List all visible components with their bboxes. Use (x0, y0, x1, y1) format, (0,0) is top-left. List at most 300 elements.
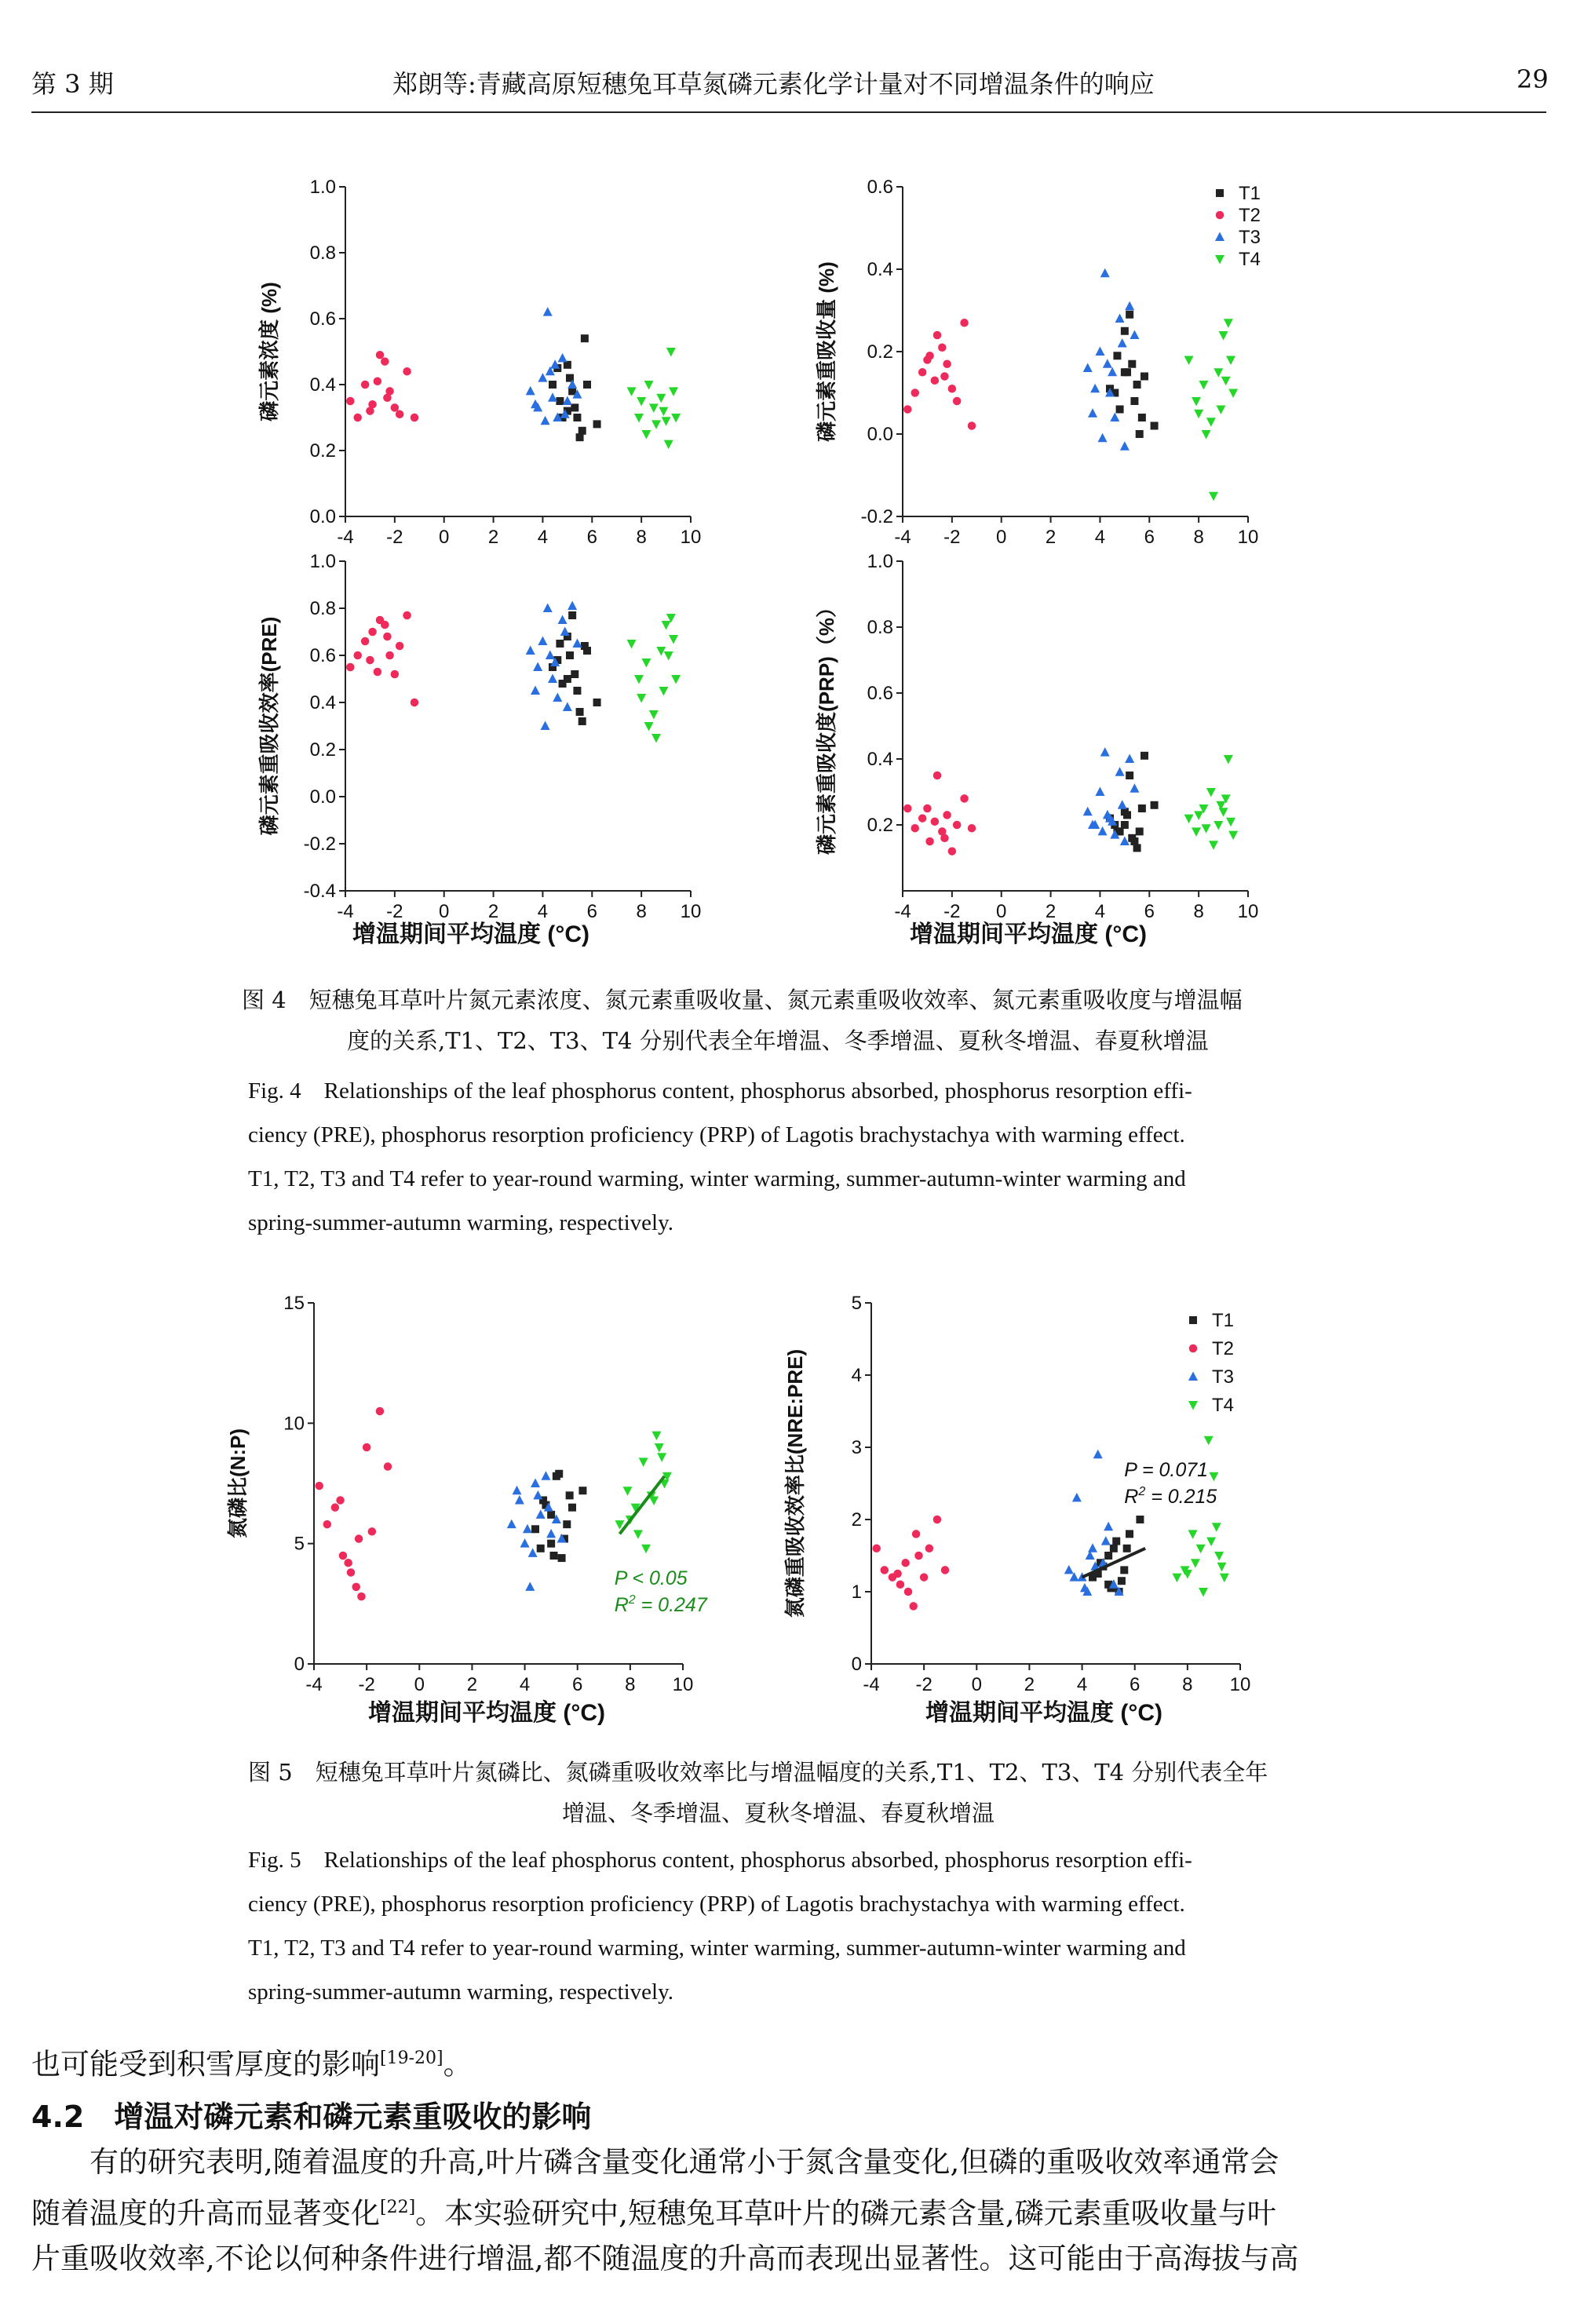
y-axis-label: 磷元素重吸收效率(PRE) (257, 616, 281, 836)
fig4-xlabel-right: 增温期间平均温度 (°C) (910, 921, 1147, 947)
point-t4 (1219, 808, 1228, 817)
point-t1 (1126, 772, 1133, 779)
point-t3 (1101, 1536, 1111, 1545)
y-tick-label: 1.0 (867, 551, 893, 572)
point-t1 (1110, 1545, 1118, 1552)
point-t1 (1151, 801, 1159, 809)
point-t3 (541, 721, 550, 731)
x-tick-label: -2 (943, 527, 961, 548)
x-tick-label: 2 (487, 527, 499, 548)
point-t1 (1126, 311, 1133, 319)
point-t2 (904, 1588, 913, 1596)
point-t2 (933, 1516, 942, 1524)
point-t3 (1118, 338, 1127, 348)
point-t2 (925, 837, 934, 846)
point-t4 (1215, 255, 1224, 265)
point-t2 (943, 360, 951, 369)
point-t2 (374, 378, 382, 386)
legend-label-t1: T1 (1212, 1310, 1235, 1331)
point-t4 (664, 651, 673, 661)
point-t2 (368, 628, 377, 637)
point-t2 (1189, 1344, 1198, 1353)
point-t2 (960, 794, 969, 803)
point-t3 (1083, 363, 1093, 373)
point-t3 (513, 1486, 522, 1495)
point-t1 (1136, 827, 1144, 835)
x-tick-label: -2 (358, 1674, 375, 1695)
x-tick-label: 0 (439, 527, 450, 548)
point-t3 (531, 686, 540, 695)
x-tick-label: -4 (337, 901, 354, 922)
fig5-xlabel-left: 增温期间平均温度 (°C) (368, 1700, 605, 1726)
point-t1 (581, 642, 589, 650)
point-t4 (1202, 824, 1211, 834)
point-t3 (531, 1479, 540, 1488)
point-t1 (576, 708, 584, 716)
y-tick-label: 3 (851, 1437, 862, 1458)
point-t2 (361, 637, 370, 646)
issue-number: 第 3 期 (31, 69, 114, 99)
point-t4 (637, 694, 646, 703)
x-tick-label: 6 (586, 527, 597, 548)
x-tick-label: 8 (636, 527, 647, 548)
point-t2 (344, 1559, 352, 1567)
y-tick-label: 0.2 (867, 815, 893, 836)
point-t4 (1209, 1472, 1218, 1482)
y-tick-label: 0.2 (309, 739, 336, 761)
point-t4 (1194, 410, 1203, 419)
point-t4 (656, 647, 666, 656)
x-tick-label: 10 (672, 1674, 694, 1695)
point-t1 (568, 1504, 576, 1512)
chart-fig4b (815, 177, 1258, 548)
point-t3 (1100, 268, 1110, 278)
point-t1 (573, 414, 581, 421)
point-t4 (633, 1530, 643, 1539)
y-tick-label: -0.2 (303, 834, 336, 855)
point-t2 (912, 1530, 921, 1538)
figure-5 (226, 1271, 1397, 1742)
y-tick-label: 0.8 (309, 243, 336, 264)
point-t4 (1184, 815, 1194, 824)
point-t4 (627, 640, 637, 649)
body-p-line-3: 片重吸收效率,不论以何种条件进行增温,都不随温度的升高而表现出显著性。这可能由于高海拔与高 (31, 2242, 1299, 2276)
point-t1 (1112, 1538, 1120, 1545)
point-t3 (541, 1471, 550, 1480)
legend-label-t3: T3 (1239, 227, 1261, 248)
point-t3 (1110, 413, 1119, 422)
point-t4 (1192, 397, 1201, 407)
point-t4 (1192, 827, 1201, 837)
x-tick-label: 2 (1024, 1674, 1035, 1695)
point-t3 (1120, 837, 1130, 846)
point-t2 (323, 1520, 332, 1529)
y-tick-label: 10 (283, 1413, 305, 1435)
point-t4 (1224, 319, 1233, 328)
point-t2 (968, 824, 976, 833)
y-tick-label: 0.4 (309, 374, 336, 396)
point-t2 (403, 611, 411, 620)
point-t1 (563, 1520, 571, 1528)
x-tick-label: 10 (1237, 527, 1259, 548)
point-t4 (1209, 492, 1218, 502)
point-t1 (556, 397, 564, 405)
point-t2 (368, 1527, 377, 1536)
figure-4 (235, 157, 1397, 958)
point-t2 (391, 670, 400, 679)
point-t3 (558, 353, 568, 363)
point-t3 (507, 1520, 516, 1529)
point-t4 (1206, 788, 1216, 797)
point-t1 (593, 699, 601, 706)
point-t3 (1072, 1493, 1082, 1502)
point-t1 (537, 1545, 545, 1552)
y-tick-label: 5 (851, 1293, 862, 1314)
x-tick-label: 6 (1144, 527, 1155, 548)
fig4-xlabel-left: 增温期间平均温度 (°C) (352, 921, 589, 947)
point-t1 (571, 670, 578, 678)
x-tick-label: 10 (1229, 1674, 1251, 1695)
legend-label-t1: T1 (1239, 183, 1261, 204)
point-t1 (578, 717, 586, 725)
point-t1 (1123, 811, 1131, 819)
point-t4 (669, 387, 678, 396)
point-t2 (923, 804, 932, 813)
point-t3 (1083, 807, 1093, 816)
x-tick-label: 4 (1076, 1674, 1088, 1695)
y-axis-label: 磷元素重吸收量 (%) (815, 261, 838, 442)
point-t2 (339, 1552, 348, 1560)
x-tick-label: 10 (680, 901, 702, 922)
point-t2 (911, 824, 919, 833)
point-t4 (1214, 1552, 1224, 1561)
body-p-line-1: 有的研究表明,随着温度的升高,叶片磷含量变化通常小于氮含量变化,但磷的重吸收效率通常会 (31, 2145, 1279, 2179)
point-t3 (531, 399, 540, 409)
point-t1 (559, 680, 567, 688)
y-tick-label: 0 (851, 1654, 862, 1675)
stat-annotation: P < 0.05 (614, 1567, 688, 1589)
point-t2 (385, 651, 394, 660)
point-t4 (627, 387, 637, 396)
fig5-caption-en-3: T1, T2, T3 and T4 refer to year-round warming, winter warming, summer-autumn-winter warming and (248, 1935, 1186, 1961)
point-t2 (346, 397, 355, 406)
x-tick-label: 2 (1045, 527, 1057, 548)
point-t4 (644, 722, 654, 731)
point-t4 (639, 1458, 648, 1467)
point-t1 (549, 381, 557, 389)
point-t4 (1183, 1570, 1192, 1579)
point-t3 (546, 651, 555, 660)
point-t2 (383, 633, 392, 641)
point-t1 (531, 1525, 539, 1533)
x-tick-label: 10 (1237, 901, 1259, 922)
y-tick-label: 0.6 (309, 308, 336, 330)
y-tick-label: 5 (294, 1533, 305, 1555)
point-t2 (336, 1496, 345, 1505)
point-t1 (1128, 834, 1136, 842)
point-t2 (352, 1583, 360, 1592)
point-t2 (403, 367, 411, 376)
point-t4 (1214, 368, 1223, 378)
legend-fig4 (1215, 183, 1261, 270)
y-tick-label: 0.4 (309, 692, 336, 713)
x-tick-label: 10 (680, 527, 702, 548)
point-t3 (526, 386, 535, 396)
point-t4 (1217, 1563, 1227, 1572)
point-t2 (374, 668, 382, 677)
point-t2 (948, 385, 957, 393)
point-t4 (644, 381, 654, 390)
point-t2 (941, 1566, 950, 1574)
x-tick-label: 0 (971, 1674, 982, 1695)
point-t4 (1206, 1538, 1216, 1547)
point-t2 (411, 414, 419, 422)
point-t2 (411, 699, 419, 707)
point-t4 (623, 1487, 633, 1496)
running-title: 郑朗等:青藏高原短穗兔耳草氮磷元素化学计量对不同增温条件的响应 (392, 69, 1155, 99)
point-t3 (1064, 1565, 1074, 1574)
point-t3 (538, 637, 547, 646)
point-t2 (346, 663, 355, 672)
point-t2 (896, 1581, 905, 1589)
legend-label-t2: T2 (1212, 1338, 1235, 1359)
fig5-caption-en-4: spring-summer-autumn warming, respectively. (248, 1979, 673, 2005)
point-t3 (515, 1495, 524, 1505)
point-t1 (547, 1540, 555, 1548)
point-t2 (953, 397, 962, 406)
point-t4 (671, 675, 681, 684)
body-p-line-2-text: 随着温度的升高而显著变化 (31, 2196, 380, 2231)
y-tick-label: 2 (851, 1509, 862, 1530)
point-t2 (933, 331, 942, 340)
x-tick-label: 8 (636, 901, 647, 922)
point-t2 (872, 1545, 881, 1553)
point-t4 (655, 1443, 664, 1453)
point-t3 (1108, 367, 1117, 377)
y-tick-label: 0 (294, 1654, 305, 1675)
point-t3 (525, 1582, 535, 1591)
point-t2 (391, 403, 400, 412)
x-tick-label: 4 (1094, 527, 1106, 548)
fig5-xlabel-right: 增温期间平均温度 (°C) (925, 1700, 1162, 1726)
point-t2 (366, 407, 374, 415)
point-t2 (903, 804, 912, 813)
x-tick-label: -4 (863, 1674, 880, 1695)
point-t2 (881, 1566, 889, 1574)
point-t4 (657, 1453, 666, 1462)
x-tick-label: 2 (487, 901, 499, 922)
point-t2 (361, 381, 370, 389)
point-t3 (523, 1524, 532, 1534)
body-paragraph (31, 2140, 1554, 2282)
point-t4 (671, 414, 681, 423)
x-tick-label: 6 (572, 1674, 583, 1695)
y-tick-label: 0.4 (867, 749, 893, 770)
point-t2 (366, 656, 374, 665)
x-tick-label: 4 (519, 1674, 531, 1695)
point-t2 (960, 319, 969, 327)
y-tick-label: 0.4 (867, 259, 893, 280)
body-p-line-2-end: 。本实验研究中,短穗兔耳草叶片的磷元素含量,磷元素重吸收量与叶 (415, 2196, 1276, 2231)
point-t3 (553, 693, 562, 702)
point-t2 (901, 1559, 910, 1567)
fig4-caption-zh-1: 图 4 短穗兔耳草叶片氮元素浓度、氮元素重吸收量、氮元素重吸收效率、氮元素重吸收度与增温幅 (242, 987, 1243, 1013)
fig5-caption-zh (248, 1752, 1386, 1833)
fig4-caption-zh-2: 度的关系,T1、T2、T3、T4 分别代表全年增温、冬季增温、夏秋冬增温、春夏秋增温 (347, 1027, 1209, 1054)
point-t4 (1188, 1530, 1198, 1539)
point-t1 (1151, 422, 1159, 430)
point-t4 (1199, 381, 1208, 390)
point-t1 (1130, 397, 1138, 405)
point-t1 (1123, 1545, 1131, 1552)
point-t1 (1118, 1577, 1126, 1585)
point-t2 (353, 414, 362, 422)
point-t4 (1202, 430, 1211, 440)
point-t3 (1093, 1450, 1103, 1459)
y-tick-label: 1 (851, 1582, 862, 1603)
point-t2 (347, 1568, 356, 1577)
point-t4 (634, 675, 644, 684)
point-t1 (558, 1554, 566, 1562)
point-t4 (649, 710, 659, 720)
point-t4 (641, 430, 651, 440)
point-t4 (1226, 356, 1235, 366)
point-t3 (1104, 1522, 1113, 1531)
x-tick-label: -4 (894, 901, 911, 922)
point-t3 (560, 627, 570, 637)
y-axis-label: 氮磷重吸收效率比(NRE:PRE) (783, 1348, 807, 1618)
point-t4 (1226, 818, 1235, 827)
body-line-1-text: 也可能受到积雪厚度的影响 (31, 2047, 380, 2081)
point-t1 (581, 334, 589, 342)
point-t4 (1220, 1574, 1229, 1583)
point-t2 (376, 1407, 385, 1416)
point-t1 (578, 1487, 586, 1494)
point-t3 (572, 639, 582, 648)
point-t2 (903, 405, 912, 414)
x-tick-label: 8 (1193, 901, 1204, 922)
point-t3 (543, 604, 553, 613)
point-t4 (1172, 1574, 1181, 1583)
x-tick-label: 2 (1045, 901, 1057, 922)
point-t3 (541, 416, 550, 425)
point-t1 (547, 1511, 555, 1519)
point-t2 (355, 1534, 363, 1543)
point-t4 (1214, 821, 1223, 830)
point-t3 (1103, 359, 1112, 368)
fig5-caption-en-2: ciency (PRE), phosphorus resorption proficiency (PRP) of Lagotis brachystachya with warming effect. (248, 1892, 1185, 1917)
x-tick-label: -4 (305, 1674, 323, 1695)
point-t3 (546, 1529, 556, 1538)
point-t3 (563, 396, 572, 406)
x-tick-label: 2 (466, 1674, 478, 1695)
point-t2 (331, 1503, 340, 1512)
point-t1 (1141, 373, 1148, 381)
point-t1 (576, 433, 584, 441)
point-t4 (1212, 1523, 1221, 1532)
point-t2 (911, 389, 919, 397)
x-tick-label: 6 (1144, 901, 1155, 922)
point-t2 (968, 421, 976, 430)
point-t2 (931, 377, 940, 385)
y-tick-label: -0.2 (860, 506, 893, 527)
y-axis-label: 氮磷比(N:P) (226, 1428, 250, 1539)
point-t4 (651, 1432, 661, 1441)
point-t1 (1136, 430, 1144, 438)
point-t1 (1216, 189, 1224, 197)
point-t2 (376, 351, 385, 359)
point-t4 (1204, 1436, 1214, 1446)
fit-line (619, 1476, 664, 1534)
point-t3 (1095, 347, 1104, 356)
point-t4 (1228, 831, 1238, 841)
point-t4 (634, 414, 644, 423)
point-t2 (943, 811, 951, 819)
point-t4 (1188, 1401, 1198, 1410)
point-t4 (651, 734, 661, 743)
point-t1 (568, 611, 576, 619)
y-tick-label: -0.4 (303, 881, 336, 902)
point-t3 (533, 662, 542, 672)
point-t4 (651, 420, 661, 429)
fig4-caption-en-2: ciency (PRE), phosphorus resorption proficiency (PRP) of Lagotis brachystachya with warming effect. (248, 1122, 1185, 1147)
y-tick-label: 0.6 (309, 645, 336, 666)
citation-22: [22] (380, 2198, 416, 2217)
point-t1 (593, 420, 601, 428)
point-t2 (940, 372, 949, 381)
point-t1 (583, 381, 591, 389)
point-t3 (533, 1490, 542, 1500)
point-t4 (1219, 331, 1228, 341)
x-tick-label: -4 (337, 527, 354, 548)
legend-label-t3: T3 (1212, 1366, 1235, 1388)
y-axis-label: 磷元素浓度 (%) (257, 282, 281, 421)
chart-fig4a (257, 177, 701, 548)
x-tick-label: 0 (414, 1674, 425, 1695)
fig5-caption-zh-2: 增温、冬季增温、夏秋冬增温、春夏秋增温 (562, 1800, 995, 1826)
point-t1 (1189, 1316, 1197, 1324)
point-t2 (396, 642, 403, 651)
y-tick-label: 0.6 (867, 177, 893, 198)
point-t3 (1090, 384, 1100, 393)
x-tick-label: 0 (996, 901, 1007, 922)
point-t4 (656, 394, 666, 403)
point-t3 (528, 1548, 538, 1557)
point-t1 (1126, 1530, 1133, 1538)
y-tick-label: 1.0 (309, 177, 336, 198)
point-t4 (1209, 841, 1218, 850)
x-tick-label: 4 (537, 901, 549, 922)
point-t1 (1136, 1516, 1144, 1523)
point-t3 (1120, 441, 1130, 451)
body-line-1 (31, 2036, 473, 2087)
point-t2 (925, 1545, 934, 1553)
chart-fig4d (815, 551, 1258, 922)
legend-label-t4: T4 (1212, 1395, 1235, 1416)
point-t4 (1194, 811, 1203, 820)
point-t2 (381, 357, 389, 366)
point-t4 (1199, 1588, 1208, 1597)
point-t4 (1191, 1559, 1200, 1568)
x-tick-label: 8 (625, 1674, 636, 1695)
body-p-line-2 (31, 2185, 1554, 2236)
point-t3 (568, 601, 577, 611)
point-t2 (893, 1570, 902, 1578)
x-tick-label: 4 (537, 527, 549, 548)
point-t4 (649, 1496, 659, 1505)
y-axis-label: 磷元素重吸收度(PRP)（%） (815, 597, 838, 855)
y-tick-label: 0.2 (309, 440, 336, 462)
